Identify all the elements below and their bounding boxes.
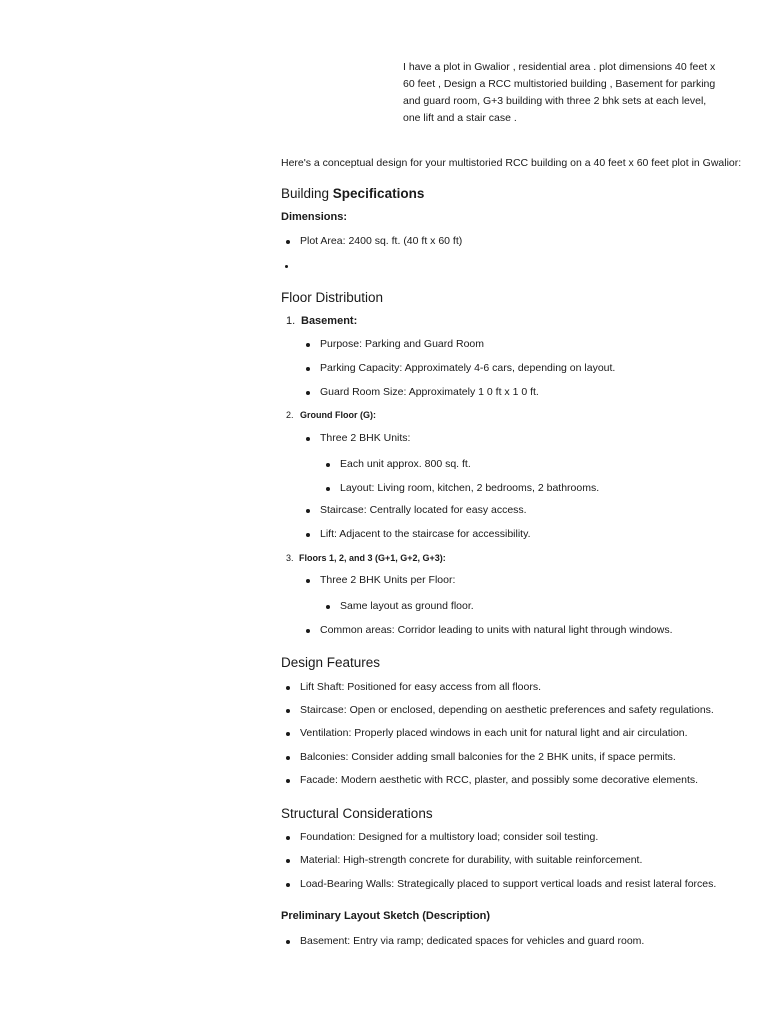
ground-unit-detail: Each unit approx. 800 sq. ft. xyxy=(340,458,471,470)
upper-unit-detail: Same layout as ground floor. xyxy=(340,600,474,612)
ground-staircase-item: Staircase: Centrally located for easy access. xyxy=(320,504,527,516)
design-features-heading: Design Features xyxy=(281,655,381,670)
basement-item: Parking Capacity: Approximately 4-6 cars, depending on layout. xyxy=(320,362,616,374)
design-feature-item: Staircase: Open or enclosed, depending on aesthetic preferences and safety regulations. xyxy=(300,704,714,716)
ground-lift-item: Lift: Adjacent to the staircase for accessibility. xyxy=(320,528,531,540)
ground-units-item: Three 2 BHK Units: xyxy=(320,432,411,444)
design-feature-item: Balconies: Consider adding small balconies for the 2 BHK units, if space permits. xyxy=(300,751,676,763)
basement-number: 1. xyxy=(286,315,296,327)
ground-unit-detail: Layout: Living room, kitchen, 2 bedrooms, 2 bathrooms. xyxy=(340,482,600,494)
basement-item: Purpose: Parking and Guard Room xyxy=(320,338,485,350)
design-feature-item: Lift Shaft: Positioned for easy access from all floors. xyxy=(300,681,542,693)
layout-sketch-heading: Preliminary Layout Sketch (Description) xyxy=(281,910,491,922)
layout-sketch-item: Basement: Entry via ramp; dedicated spaces for vehicles and guard room. xyxy=(300,935,645,947)
design-feature-item: Facade: Modern aesthetic with RCC, plaster, and possibly some decorative elements. xyxy=(300,774,699,786)
ground-number: 2. xyxy=(286,410,294,420)
upper-floors-label: Floors 1, 2, and 3 (G+1, G+2, G+3): xyxy=(299,553,446,563)
basement-label: Basement: xyxy=(301,315,358,327)
building-specifications-heading xyxy=(281,186,424,201)
structural-heading: Structural Considerations xyxy=(281,806,433,821)
dimensions-label: Dimensions: xyxy=(281,211,348,223)
ground-floor-label: Ground Floor (G): xyxy=(300,410,376,420)
heading-prefix: Building xyxy=(281,186,333,201)
basement-item: Guard Room Size: Approximately 1 0 ft x 1 0 ft. xyxy=(320,386,539,398)
design-feature-item: Ventilation: Properly placed windows in each unit for natural light and air circulation. xyxy=(300,727,688,739)
heading-bold: Specifications xyxy=(332,186,425,201)
user-prompt: I have a plot in Gwalior , residential area . plot dimensions 40 feet x 60 feet , Design a RCC multistoried building , Basement for parking and guard room, G+3 building with three 2 bhk sets at each level, one lift and a stair case . xyxy=(403,61,716,124)
upper-units-item: Three 2 BHK Units per Floor: xyxy=(320,574,456,586)
plot-area-item: Plot Area: 2400 sq. ft. (40 ft x 60 ft) xyxy=(300,235,463,247)
floor-distribution-heading: Floor Distribution xyxy=(281,290,384,305)
intro-text: Here's a conceptual design for your multistoried RCC building on a 40 feet x 60 feet plot in Gwalior: xyxy=(281,157,742,169)
stray-bullet xyxy=(285,265,288,268)
structural-item: Material: High-strength concrete for durability, with suitable reinforcement. xyxy=(300,854,643,866)
upper-number: 3. xyxy=(286,553,294,563)
upper-common-item: Common areas: Corridor leading to units with natural light through windows. xyxy=(320,624,673,636)
structural-item: Foundation: Designed for a multistory load; consider soil testing. xyxy=(300,831,599,843)
structural-item: Load-Bearing Walls: Strategically placed to support vertical loads and resist lateral forces. xyxy=(300,878,717,890)
